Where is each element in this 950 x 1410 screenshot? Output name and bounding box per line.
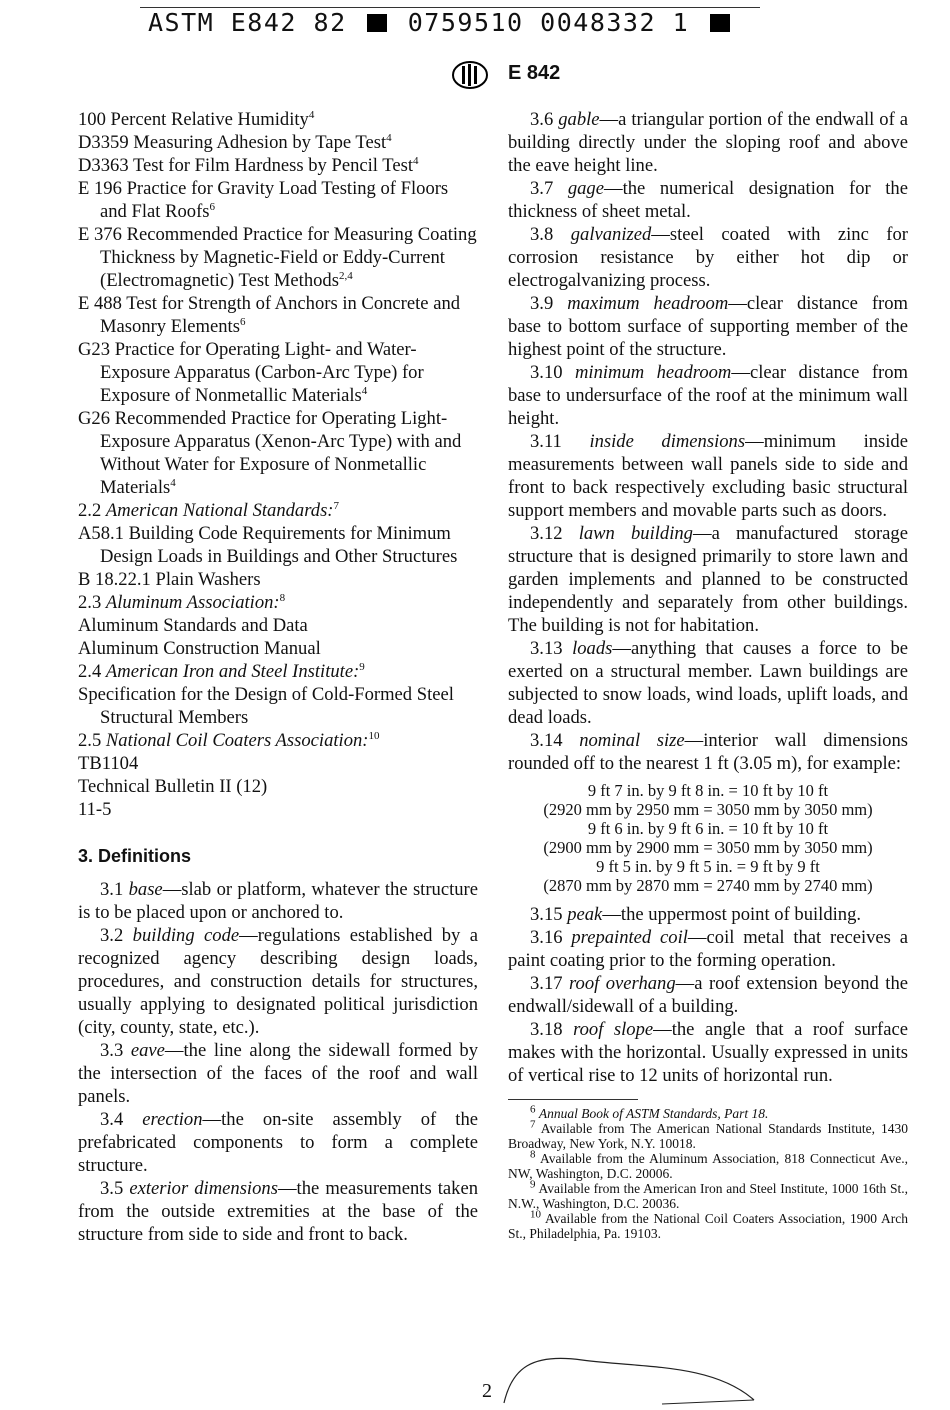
definitions-list (508, 903, 908, 1087)
definition-item: 3.17 roof overhang—a roof extension beyond the endwall/sidewall of a building. (508, 973, 908, 1017)
definition-item: 3.1 base—slab or platform, whatever the structure is to be placed upon or anchored to. (78, 879, 478, 923)
example-line: (2870 mm by 2870 mm = 2740 mm by 2740 mm) (543, 876, 873, 895)
footnote-item: $^8$ Available from the Aluminum Association, 818 Connecticut Ave., NW, Washington, D.C. 20006. (508, 1148, 908, 1181)
reference-item: E 488 Test for Strength of Anchors in Concrete and Masonry Elements$^6$ (78, 293, 461, 337)
definition-item: 3.8 galvanized—steel coated with zinc for corrosion resistance by either hot dip or electrogalvanizing process. (508, 224, 908, 291)
definition-item: 3.5 exterior dimensions—the measurements taken from the outside extremities at the base of the structure from side to side and front to back. (78, 1178, 479, 1245)
section-heading: 3. Definitions (78, 846, 192, 866)
alum-item: Aluminum Standards and Data (78, 615, 308, 636)
reference-item: D3359 Measuring Adhesion by Tape Test$^4$ (78, 131, 392, 153)
right-column (508, 108, 908, 1241)
definition-item: 3.2 building code—regulations established by a recognized agency describing design loads, procedures, and construction details for structures, usually applying to designated political jurisdiction (city, county, state, etc.). (78, 925, 479, 1038)
reference-item: E 196 Practice for Gravity Load Testing of Floors and Flat Roofs$^6$ (78, 178, 449, 222)
footnote-item: $^6$ Annual Book of ASTM Standards, Part 18. (530, 1103, 769, 1121)
reference-item: 100 Percent Relative Humidity$^4$ (78, 108, 315, 130)
stamp-part-1: ASTM E842 82 (148, 8, 347, 37)
example-line: 9 ft 6 in. by 9 ft 6 in. = 10 ft by 10 ft (587, 819, 829, 838)
reference-item: A58.1 Building Code Requirements for Minimum Design Loads in Buildings and Other Structures (78, 523, 458, 567)
footnote-rule (508, 1099, 638, 1100)
left-column (78, 108, 478, 1246)
definition-item: 3.7 gage—the numerical designation for the thickness of sheet metal. (508, 178, 908, 222)
alum-heading: 2.3 Aluminum Association:$^8$ (78, 591, 286, 613)
nominal-size-examples (508, 781, 908, 895)
definition-item: 3.4 erection—the on-site assembly of the prefabricated components to form a complete structure. (78, 1109, 478, 1176)
footnotes (508, 1103, 908, 1241)
example-line: 9 ft 7 in. by 9 ft 8 in. = 10 ft by 10 ft (587, 781, 829, 800)
definition-item: 3.11 inside dimensions—minimum inside measurements between wall panels side to side and front to back respectively excluding basic structural support members and movable parts such as doors. (508, 431, 908, 521)
alum-item: Aluminum Construction Manual (78, 638, 321, 659)
definition-item: 3.13 loads—anything that causes a force to be exerted on a structural member. Lawn buildings are subjected to snow loads, wind loads, uplift loads, and dead loads. (508, 638, 908, 728)
reference-list (78, 108, 478, 499)
reference-item: B 18.22.1 Plain Washers (78, 569, 261, 590)
astm-logo-icon (450, 60, 490, 90)
definition-item: 3.18 roof slope—the angle that a roof surface makes with the horizontal. Usually expressed in units of vertical rise to 12 units of horizontal run. (508, 1019, 909, 1086)
reference-item: G26 Recommended Practice for Operating Light-Exposure Apparatus (Xenon-Arc Type) with and Without Water for Exposure of Nonmetallic Materials$^4$ (78, 408, 462, 498)
example-line: (2900 mm by 2900 mm = 3050 mm by 3050 mm) (543, 838, 873, 857)
footnote-item: $^{10}$ Available from the National Coil Coaters Association, 1900 Arch St., Philadelphia, Pa. 19103. (508, 1208, 908, 1241)
aisi-item: Specification for the Design of Cold-Formed Steel Structural Members (78, 684, 454, 728)
definitions-list (78, 878, 478, 1246)
stamp-part-2: 0759510 0048332 1 (407, 8, 690, 37)
document-stamp (148, 8, 734, 37)
aisi-heading: 2.4 American Iron and Steel Institute:$^9$ (78, 660, 365, 682)
ncca-item: TB1104 (78, 753, 139, 774)
definition-item: 3.16 prepainted coil—coil metal that receives a paint coating prior to the forming operation. (508, 927, 908, 971)
ansi-reference-list (78, 522, 478, 591)
reference-item: D3363 Test for Film Hardness by Pencil Test$^4$ (78, 154, 419, 176)
definition-item: 3.6 gable—a triangular portion of the endwall of a building directly under the sloping roof and above the eave height line. (508, 109, 908, 176)
definition-item: 3.9 maximum headroom—clear distance from base to bottom surface of supporting member of the highest point of the structure. (508, 293, 908, 360)
ncca-item: 11-5 (78, 799, 112, 820)
page-number: 2 (482, 1380, 492, 1402)
ncca-heading: 2.5 National Coil Coaters Association:$^{10}$ (78, 729, 380, 751)
definition-item: 3.10 minimum headroom—clear distance from base to undersurface of the roof at the minimum wall height. (508, 362, 908, 429)
definitions-list (508, 108, 908, 775)
example-line: (2920 mm by 2950 mm = 3050 mm by 3050 mm) (543, 800, 873, 819)
definition-item: 3.3 eave—the line along the sidewall formed by the intersection of the faces of the roof and wall panels. (78, 1040, 478, 1107)
ansi-heading: 2.2 American National Standards:$^7$ (78, 499, 339, 521)
ncca-item: Technical Bulletin II (12) (78, 776, 268, 797)
black-block (710, 14, 730, 32)
reference-item: E 376 Recommended Practice for Measuring Coating Thickness by Magnetic-Field or Eddy-Current (Electromagnetic) Test Methods$^{2,4}$ (78, 224, 477, 291)
definition-item: 3.15 peak—the uppermost point of building. (530, 904, 862, 925)
footnote-item: $^7$ Available from The American National Standards Institute, 1430 Broadway, New York, N.Y. 10018. (508, 1118, 908, 1151)
definition-item: 3.14 nominal size—interior wall dimensions rounded off to the nearest 1 ft (3.05 m), for example: (508, 730, 908, 774)
black-block (367, 14, 387, 32)
definition-item: 3.12 lawn building—a manufactured storage structure that is designed primarily to store lawn and garden implements and planned to be constructed independently and separately from other buildings. The building is not for habitation. (508, 523, 908, 636)
footnote-item: $^9$ Available from the American Iron and Steel Institute, 1000 16th St., N.W., Washington, D.C. 20036. (508, 1178, 908, 1211)
designation: E 842 (508, 62, 561, 84)
reference-item: G23 Practice for Operating Light- and Water-Exposure Apparatus (Carbon-Arc Type) for Exposure of Nonmetallic Materials$^4$ (78, 339, 424, 406)
example-line: 9 ft 5 in. by 9 ft 5 in. = 9 ft by 9 ft (596, 857, 820, 876)
pen-mark-icon (492, 1348, 762, 1408)
